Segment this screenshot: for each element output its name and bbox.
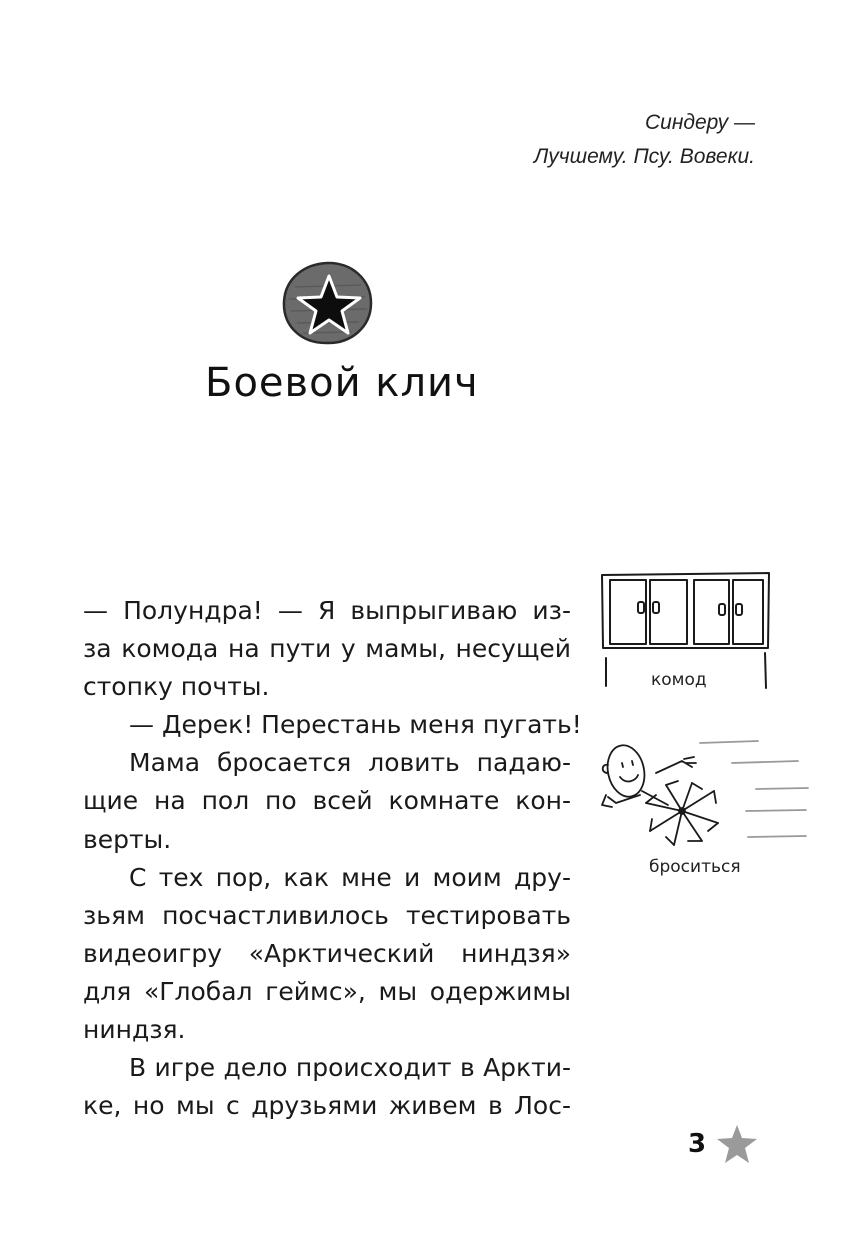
- text-line: ке, но мы с друзьями живем в Лос-: [83, 1091, 571, 1121]
- text-line: для «Глобал геймс», мы одержимы: [83, 976, 571, 1006]
- text-line: щие на пол по всей комнате кон-: [83, 786, 571, 816]
- text-line: за комода на пути у мамы, несущей: [83, 634, 571, 664]
- chapter-title: Боевой клич: [205, 360, 479, 406]
- text-line: — Полундра! — Я выпрыгиваю из-: [83, 596, 571, 625]
- text-line: В игре дело происходит в Аркти-: [129, 1053, 571, 1083]
- text-line: — Дерек! Перестань меня пугать!: [129, 710, 582, 740]
- text-line: верты.: [83, 824, 172, 854]
- text-line: Мама бросается ловить падаю-: [129, 748, 571, 778]
- text-line: С тех пор, как мне и моим дру-: [129, 862, 571, 892]
- star-in-circle-icon: [281, 261, 373, 345]
- text-line: видеоигру «Арктический ниндзя»: [83, 938, 571, 968]
- text-line: стопку почты.: [83, 672, 270, 702]
- body-text: [83, 592, 582, 1125]
- dedication-line-2: Лучшему. Псу. Вовеки.: [533, 145, 755, 168]
- text-line: зьям посчастливилось тестировать: [83, 900, 571, 930]
- text-line: ниндзя.: [83, 1015, 186, 1045]
- dresser-caption: комод: [651, 670, 707, 690]
- dedication-line-1: Синдеру —: [644, 111, 755, 134]
- rush-caption: броситься: [649, 857, 741, 877]
- star-icon: [716, 1124, 758, 1164]
- dedication: [335, 106, 755, 174]
- page-number: 3: [688, 1129, 707, 1159]
- rushing-boy-illustration: [596, 733, 814, 851]
